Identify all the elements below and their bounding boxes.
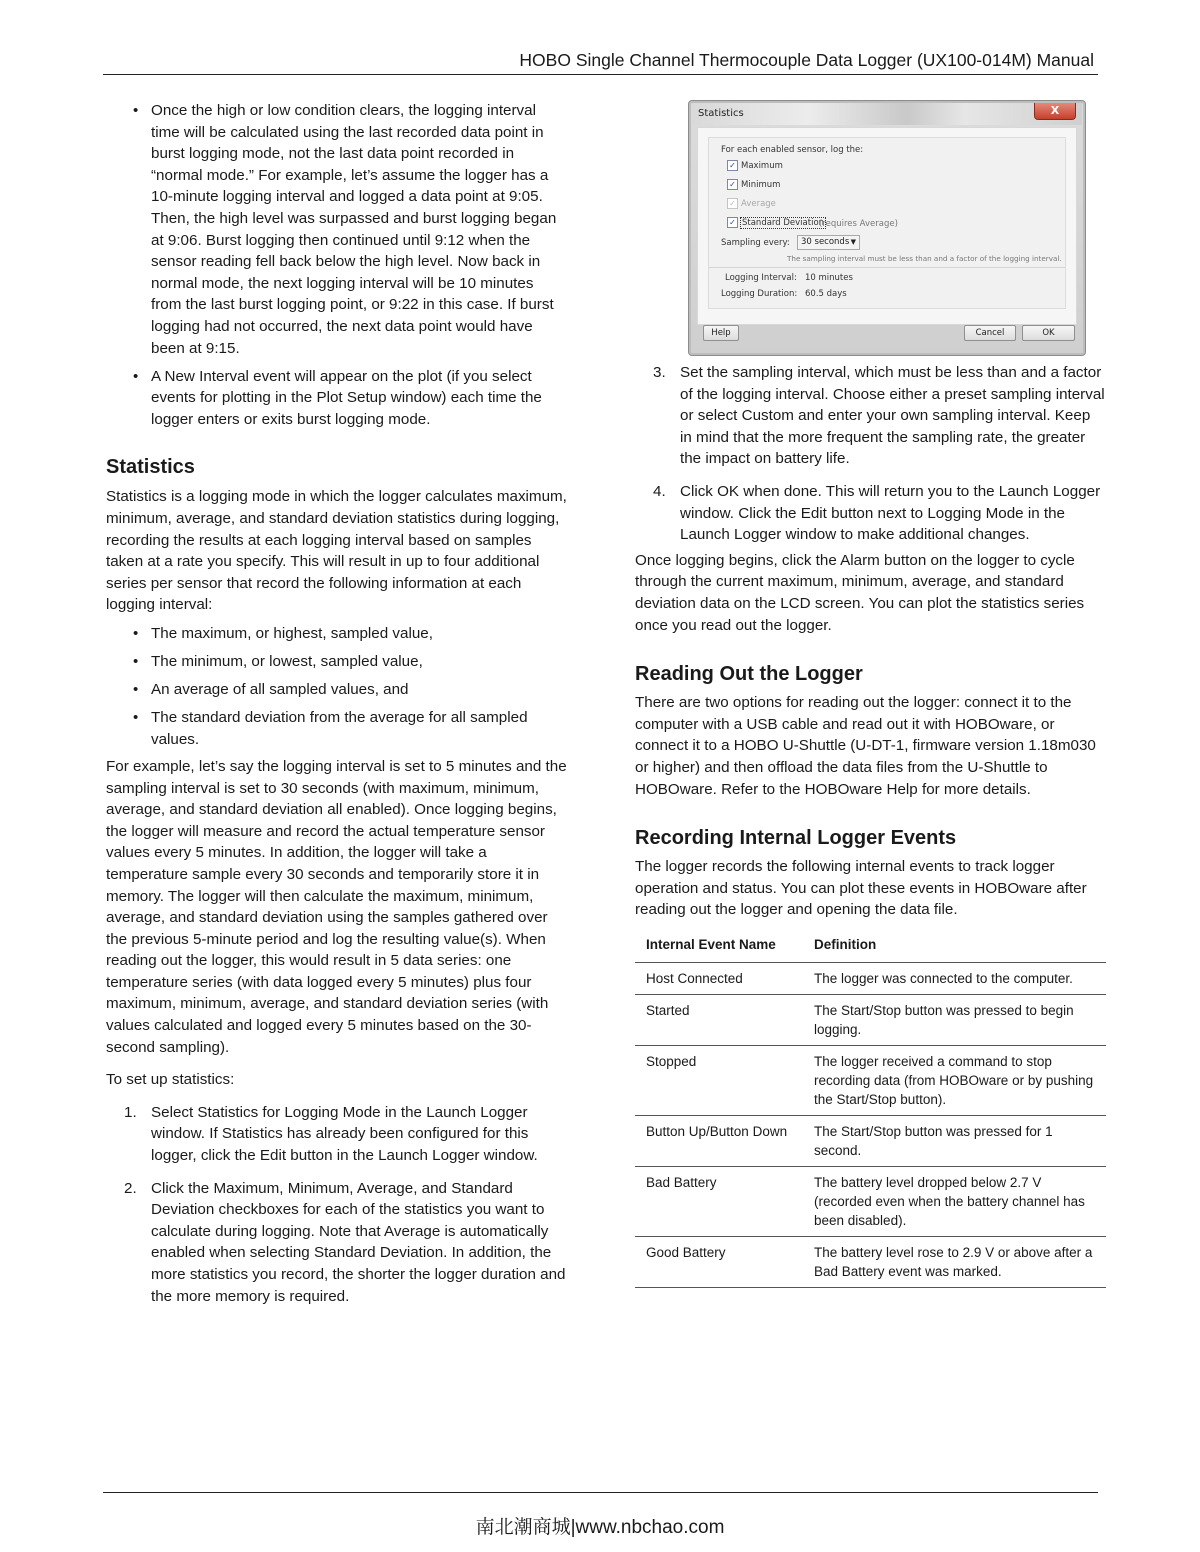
dialog-title: Statistics	[698, 108, 744, 119]
logging-duration-value: 60.5 days	[805, 289, 847, 299]
sampling-hint: The sampling interval must be less than and a factor of the logging interval.	[787, 254, 1062, 263]
column-header: Internal Event Name	[635, 929, 803, 963]
event-name-cell: Bad Battery	[635, 1166, 803, 1236]
standard-deviation-checkbox[interactable]	[727, 217, 738, 228]
step-text: Click OK when done. This will return you to the Launch Logger window. Click the Edit button next to Logging Mode in the Launch Logger window to make additional changes.	[680, 482, 1101, 544]
event-definition-cell: The Start/Stop button was pressed for 1 second.	[803, 1115, 1106, 1166]
logging-duration-label: Logging Duration:	[721, 289, 798, 299]
header-divider	[103, 74, 1098, 75]
close-icon: X	[1050, 104, 1060, 117]
event-name-cell: Host Connected	[635, 962, 803, 994]
event-definition-cell: The battery level rose to 2.9 V or above after a Bad Battery event was marked.	[803, 1236, 1106, 1287]
maximum-checkbox[interactable]	[727, 160, 738, 171]
step-number: 2.	[124, 1179, 137, 1197]
step-number: 3.	[653, 364, 666, 381]
sensor-prompt: For each enabled sensor, log the:	[721, 145, 864, 155]
table-row	[635, 994, 1106, 1045]
logging-interval-value: 10 minutes	[805, 273, 853, 283]
list-item	[635, 481, 1105, 546]
average-checkbox[interactable]	[727, 198, 738, 209]
step-text: Set the sampling interval, which must be less than and a factor of the logging interval. Choose either a preset sampling interval or select Custom and enter your own sampling interval. Keep in mind that the more frequent the sampling rate, the greater the impact on battery life.	[680, 364, 1105, 468]
average-label: Average	[741, 199, 776, 209]
event-definition-cell: The Start/Stop button was pressed to begin logging.	[803, 994, 1106, 1045]
chevron-down-icon: ▼	[850, 238, 856, 246]
left-column	[106, 100, 568, 1318]
step-number: 1.	[124, 1103, 137, 1121]
maximum-label: Maximum	[741, 161, 783, 171]
close-button[interactable]	[1034, 103, 1076, 120]
step-text: Click the Maximum, Minimum, Average, and Standard Deviation checkboxes for each of the statistics you want to calculate during logging. Note that Average is automatically enabled when selecting Standard Deviation. In addition, the more statistics you record, the shorter the logger duration and the more memory is required.	[151, 1179, 566, 1305]
sampling-value: 30 seconds	[801, 237, 850, 247]
check-icon: ✓	[729, 199, 736, 208]
minimum-label: Minimum	[741, 180, 781, 190]
table-row	[635, 1166, 1106, 1236]
event-definition-cell: The battery level dropped below 2.7 V (recorded even when the battery channel has been disabled).	[803, 1166, 1106, 1236]
event-definition-cell: The logger received a command to stop recording data (from HOBOware or by pushing the Start/Stop button).	[803, 1045, 1106, 1115]
statistics-dialog	[688, 100, 1086, 356]
alarm-paragraph: Once logging begins, click the Alarm button on the logger to cycle through the current maximum, minimum, average, and standard deviation data on the LCD screen. You can plot the statistics series once you read out the logger.	[635, 551, 1085, 634]
step-number: 4.	[653, 482, 666, 500]
step-text: Select Statistics for Logging Mode in the Launch Logger window. If Statistics has already been configured for this logger, click the Edit button in the Launch Logger window.	[151, 1103, 538, 1165]
check-icon: ✓	[729, 180, 736, 189]
footer-divider	[103, 1492, 1098, 1493]
panel-divider	[709, 267, 1065, 268]
help-button[interactable]: Help	[703, 325, 739, 341]
table-row	[635, 1115, 1106, 1166]
event-definition-cell: The logger was connected to the computer.	[803, 962, 1106, 994]
ok-button[interactable]: OK	[1022, 325, 1075, 341]
list-item: • An average of all sampled values, and	[106, 679, 568, 701]
readout-heading: Reading Out the Logger	[635, 663, 863, 686]
list-item	[106, 1102, 568, 1167]
statistics-heading: Statistics	[106, 456, 195, 479]
event-name-cell: Stopped	[635, 1045, 803, 1115]
logging-interval-label: Logging Interval:	[725, 273, 797, 283]
standard-deviation-label: Standard Deviation	[742, 218, 825, 228]
setup-steps-left	[106, 1102, 568, 1307]
events-heading: Recording Internal Logger Events	[635, 827, 957, 850]
sampling-interval-dropdown[interactable]	[797, 235, 860, 250]
check-icon: ✓	[729, 161, 736, 170]
minimum-checkbox[interactable]	[727, 179, 738, 190]
list-item: • A New Interval event will appear on the plot (if you select events for plotting in the Plot Setup window) each time the logger enters or exits burst logging mode.	[106, 366, 568, 431]
footer-watermark: 南北潮商城|www.nbchao.com	[475, 1517, 725, 1538]
event-name-cell: Started	[635, 994, 803, 1045]
setup-steps-right	[635, 362, 1105, 546]
right-column	[635, 362, 1105, 1288]
readout-paragraph: There are two options for reading out the logger: connect it to the computer with a USB cable and read out it with HOBOware, or connect it to a HOBO U-Shuttle (U-DT-1, firmware version 1.18m030 or higher) and then offload the data files from the U-Shuttle to HOBOware. Refer to the HOBOware Help for more details.	[635, 694, 1096, 798]
internal-events-table	[635, 929, 1106, 1288]
dialog-titlebar	[692, 103, 1082, 125]
burst-logging-bullets	[106, 100, 568, 430]
setup-intro: To set up statistics:	[106, 1071, 235, 1089]
statistics-bullets	[106, 623, 568, 750]
list-item: • The maximum, or highest, sampled value,	[106, 623, 568, 645]
list-item: • The standard deviation from the average for all sampled values.	[106, 707, 568, 750]
dialog-body	[697, 127, 1077, 325]
event-name-cell: Good Battery	[635, 1236, 803, 1287]
event-name-cell: Button Up/Button Down	[635, 1115, 803, 1166]
statistics-intro: Statistics is a logging mode in which the logger calculates maximum, minimum, average, and standard deviation statistics during logging, recording the results at each logging interval based on samples taken at a rate you specify. This will result in up to four additional series per sensor that record the following information at each logging interval:	[106, 488, 567, 614]
list-item: • The minimum, or lowest, sampled value,	[106, 651, 568, 673]
example-paragraph: For example, let’s say the logging interval is set to 5 minutes and the sampling interval is set to 30 seconds (with maximum, minimum, average, and standard deviation all enabled). Once logging begins, the logger will measure and record the actual temperature sensor values every 5 minutes. In addition, the logger will take a temperature sample every 30 seconds and temporarily store it in memory. The logger will then calculate the maximum, minimum, average, and standard deviation using the samples gathered over the previous 5-minute period and log the resulting value(s). When reading out the logger, this would result in 5 data series: one temperature series (with data logged every 5 minutes) plus four maximum, minimum, average, and standard deviation series (with values calculated and logged every 5 minutes based on the 30-second sampling).	[106, 757, 567, 1056]
column-header: Definition	[803, 929, 1106, 963]
table-row	[635, 962, 1106, 994]
document-header-title: HOBO Single Channel Thermocouple Data Logger (UX100-014M) Manual	[519, 50, 1094, 70]
events-paragraph: The logger records the following internal events to track logger operation and status. You can plot these events in HOBOware after reading out the logger and opening the data file.	[635, 858, 1087, 919]
table-header-row	[635, 929, 1106, 963]
requires-average-note: (requires Average)	[819, 219, 898, 229]
list-item	[635, 362, 1105, 470]
list-item: • Once the high or low condition clears, the logging interval time will be calculated using the last recorded data point in burst logging mode, not the last data point recorded in “normal mode.” For example, let’s assume the logger has a 10-minute logging interval and logged a data point at 9:05. Then, the high level was surpassed and burst logging began at 9:06. Burst logging then continued until 9:12 when the sensor reading fell back below the high level. Now back in normal mode, the next logging interval will be 10 minutes from the last burst logging point, or 9:22 in this case. If burst logging had not occurred, the next data point would have been at 9:15.	[106, 100, 568, 359]
sampling-label: Sampling every:	[721, 238, 790, 248]
table-row	[635, 1045, 1106, 1115]
statistics-options-panel	[708, 137, 1066, 309]
check-icon: ✓	[729, 218, 736, 227]
cancel-button[interactable]: Cancel	[964, 325, 1016, 341]
list-item	[106, 1178, 568, 1308]
table-row	[635, 1236, 1106, 1287]
